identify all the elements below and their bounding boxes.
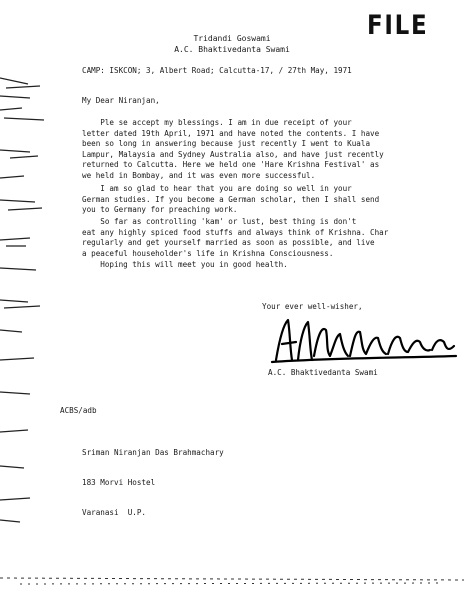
letterhead-line2: A.C. Bhaktivedanta Swami: [174, 45, 290, 54]
closing: Your ever well-wisher,: [262, 302, 363, 311]
address-line: Sriman Niranjan Das Brahmachary: [82, 448, 224, 457]
text-line: I am so glad to hear that you are doing so well in your: [82, 184, 352, 193]
text-line: we held in Bombay, and it was even more successful.: [82, 170, 316, 180]
handwritten-signature: [270, 316, 460, 366]
text-line: German studies. If you become a German scholar, then I shall send: [82, 194, 380, 204]
text-line: Lampur, Malaysia and Sydney Australia also, and have just recently: [82, 149, 384, 159]
text-line: a peaceful householder's life in Krishna Consciousness.: [82, 248, 334, 258]
salutation: My Dear Niranjan,: [82, 96, 160, 105]
signature-name: A.C. Bhaktivedanta Swami: [268, 368, 378, 377]
text-line: Hoping this will meet you in good health.: [82, 260, 288, 269]
text-line: returned to Calcutta. Here we held one 'Hare Krishna Festival' as: [82, 160, 380, 170]
text-line: regularly and get yourself married as soon as possible, and live: [82, 238, 375, 248]
paragraph-2: [82, 184, 454, 216]
file-stamp: FILE: [367, 10, 429, 41]
reference-initials: ACBS/adb: [60, 406, 97, 415]
text-line: been so long in answering because just recently I went to Kuala: [82, 139, 371, 149]
text-line: eat any highly spiced food stuffs and always think of Krishna. Char: [82, 227, 389, 237]
address-line: Varanasi U.P.: [82, 508, 147, 517]
text-line: you to Germany for preaching work.: [82, 205, 238, 215]
letterhead-line1: Tridandi Goswami: [193, 34, 271, 43]
text-line: So far as controlling 'kam' or lust, best thing is don't: [82, 217, 357, 226]
scan-bottom-noise: [0, 570, 464, 590]
paragraph-4: [82, 260, 454, 271]
text-line: Ple se accept my blessings. I am in due receipt of your: [82, 118, 352, 127]
paragraph-3: [82, 217, 454, 259]
text-line: letter dated 19th April, 1971 and have noted the contents. I have: [82, 128, 380, 138]
camp-line: CAMP: ISKCON; 3, Albert Road; Calcutta-17, / 27th May, 1971: [82, 66, 352, 75]
address-line: 183 Morvi Hostel: [82, 478, 156, 487]
paragraph-1: [82, 118, 454, 182]
recipient-address: [82, 428, 224, 538]
scan-margin-marks: [0, 0, 70, 599]
